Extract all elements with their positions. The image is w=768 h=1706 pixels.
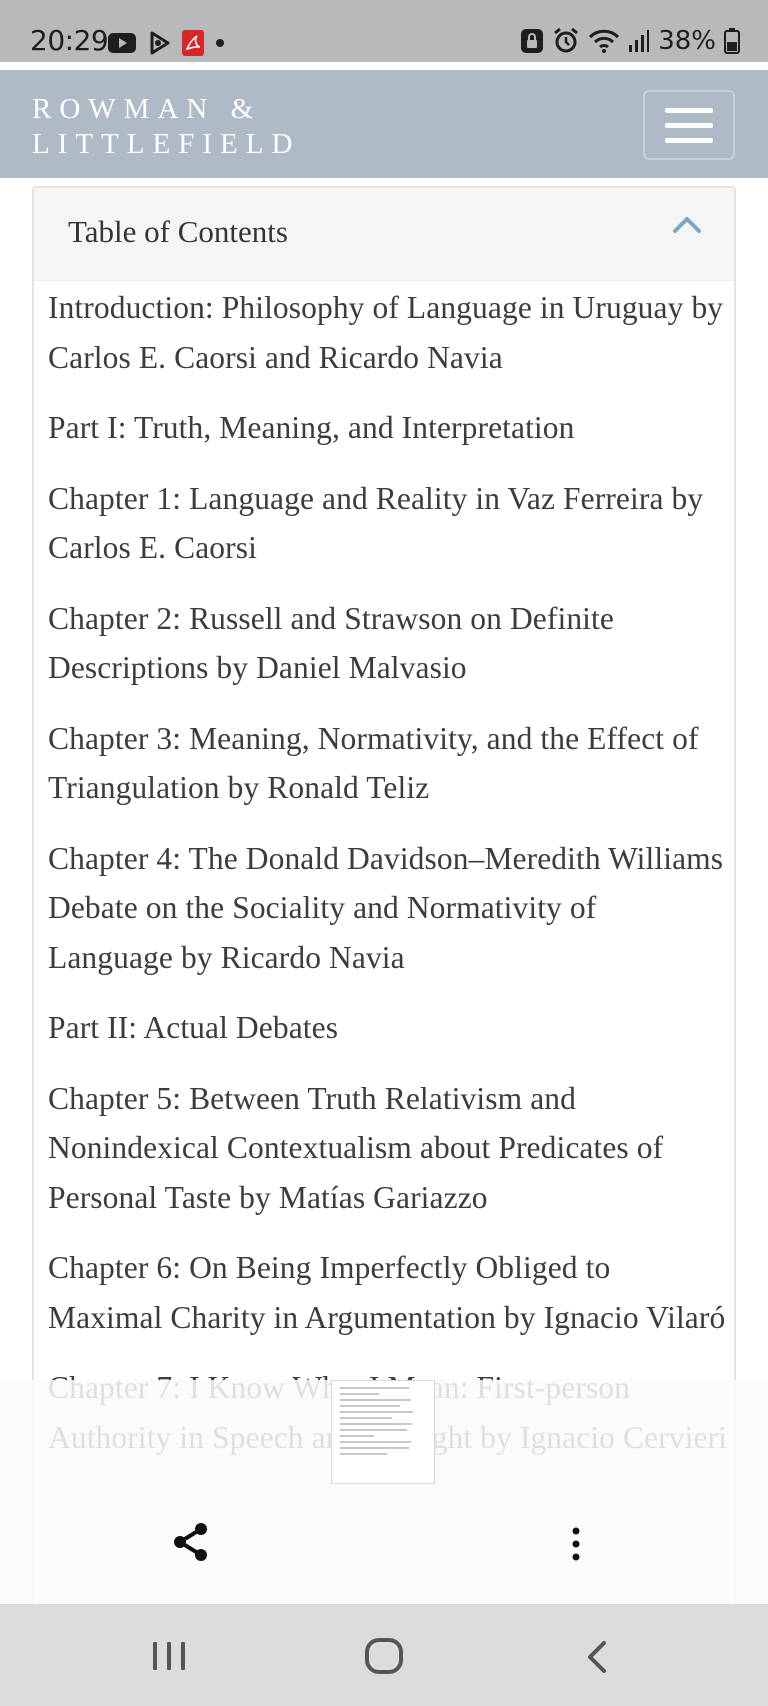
screenshot-toolbar xyxy=(0,1380,768,1604)
lock-icon xyxy=(520,27,544,55)
youtube-icon xyxy=(108,32,136,54)
status-bar xyxy=(0,0,768,62)
toc-list xyxy=(48,283,728,1483)
recents-icon[interactable] xyxy=(150,1640,188,1672)
system-nav-bar xyxy=(0,1604,768,1706)
back-icon[interactable] xyxy=(584,1640,610,1674)
pdf-icon xyxy=(182,30,204,56)
toc-header[interactable] xyxy=(34,188,734,281)
site-header xyxy=(0,70,768,178)
share-icon[interactable] xyxy=(172,1522,210,1562)
screenshot-thumbnail[interactable] xyxy=(331,1380,435,1484)
wifi-icon xyxy=(588,28,620,54)
alarm-icon xyxy=(552,27,580,55)
home-icon[interactable] xyxy=(364,1638,404,1674)
battery-icon xyxy=(724,28,740,54)
dot-icon xyxy=(214,37,226,49)
toc-item: Chapter 6: On Being Imperfectly Obliged to Maximal Charity in Argumentation by Ignacio Vilaró xyxy=(48,1250,726,1335)
signal-icon xyxy=(628,29,650,53)
toc-item: Chapter 2: Russell and Strawson on Definite Descriptions by Daniel Malvasio xyxy=(48,600,614,685)
status-time: 20:29 xyxy=(30,24,109,57)
hamburger-icon xyxy=(665,108,713,113)
battery-percent: 38% xyxy=(658,26,716,56)
toc-item: Part I: Truth, Meaning, and Interpretation xyxy=(48,410,575,445)
toc-item: Chapter 3: Meaning, Normativity, and the Effect of Triangulation by Ronald Teliz xyxy=(48,720,699,805)
logo-line-1: ROWMAN & xyxy=(32,93,262,125)
play-games-icon xyxy=(146,30,172,56)
toc-item: Introduction: Philosophy of Language in Uruguay by Carlos E. Caorsi and Ricardo Navia xyxy=(48,290,724,375)
toc-item: Part II: Actual Debates xyxy=(48,1010,339,1045)
chevron-up-icon[interactable] xyxy=(672,214,702,236)
toc-item: Chapter 4: The Donald Davidson–Meredith Williams Debate on the Sociality and Normativity of Language by Ricardo Navia xyxy=(48,840,724,975)
toc-item: Chapter 5: Between Truth Relativism and Nonindexical Contextualism about Predicates of Personal Taste by Matías Gariazzo xyxy=(48,1080,664,1215)
status-divider xyxy=(0,62,768,70)
logo-line-2: LITTLEFIELD xyxy=(32,128,301,160)
hamburger-menu-button[interactable] xyxy=(643,90,735,160)
notification-icons xyxy=(108,30,226,56)
toc-title: Table of Contents xyxy=(68,214,288,249)
site-logo[interactable] xyxy=(32,92,300,162)
toc-item: Chapter 1: Language and Reality in Vaz Ferreira by Carlos E. Caorsi xyxy=(48,480,704,565)
system-icons xyxy=(520,26,740,56)
more-vertical-icon[interactable] xyxy=(570,1526,582,1562)
